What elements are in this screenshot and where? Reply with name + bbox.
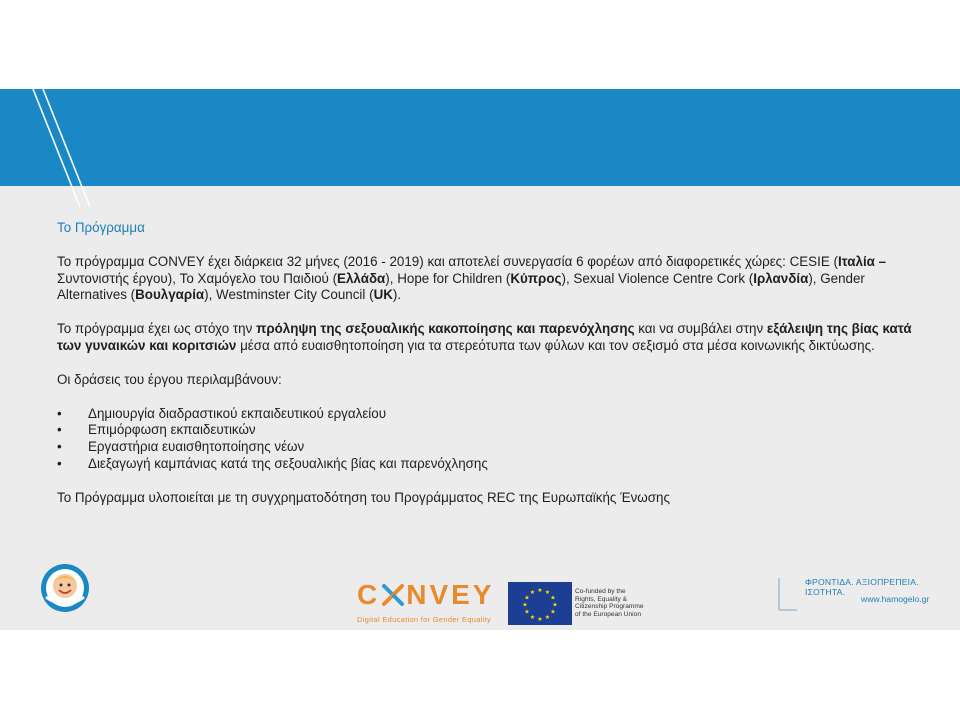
svg-text:★: ★ [552, 601, 558, 609]
actions-list [57, 406, 917, 473]
convey-logo [357, 581, 494, 624]
smile-child-logo [40, 563, 90, 613]
eu-flag-icon [508, 582, 572, 625]
svg-text:★: ★ [529, 614, 536, 621]
list-item: • Δημιουργία διαδραστικού εκπαιδευτικού εργαλείου [57, 405, 387, 421]
svg-text:★: ★ [544, 614, 551, 621]
divider-lines [777, 576, 799, 612]
slide [0, 89, 960, 630]
bullet-icon: • [57, 405, 62, 421]
svg-text:★: ★ [544, 589, 551, 596]
slide-heading: Το Πρόγραμμα [57, 220, 145, 235]
convey-title: C NVEY [357, 579, 495, 610]
svg-text:★: ★ [550, 594, 556, 602]
svg-text:★: ★ [537, 587, 543, 594]
convey-x-icon [381, 583, 405, 607]
decorative-lines [0, 89, 120, 219]
funding-note: Το Πρόγραμμα υλοποιείται με τη συγχρηματοδότηση του Προγράμματος REC της Ευρωπαϊκής Ένωσης [57, 489, 670, 505]
svg-text:★: ★ [550, 608, 556, 616]
list-item: • Εργαστήρια ευαισθητοποίησης νέων [57, 439, 305, 455]
list-item: • Επιμόρφωση εκπαιδευτικών [57, 422, 256, 438]
svg-text:★: ★ [537, 616, 543, 623]
slide-content [57, 220, 917, 507]
intro-paragraph: Το πρόγραμμα CONVEY έχει διάρκεια 32 μήνες (2016 - 2019) και αποτελεί συνεργασία 6 φορέων από διαφορετικές χώρες: CESIE (Ιταλία – Συντονιστής έργου), Το Χαμόγελο του Παιδιού (Ελλάδα), Hope for Children (Κύπρος), Sexual Violence Centre Cork (Ιρλανδία), Gender Alternatives (Βουλγαρία), Westminster City Council (UK). [57, 253, 887, 303]
bullet-icon: • [57, 439, 62, 455]
motto: ΦΡΟΝΤΙΔΑ. ΑΞΙΟΠΡΕΠΕΙΑ. ΙΣΟΤΗΤΑ. [805, 577, 919, 597]
svg-text:★: ★ [529, 589, 536, 596]
eu-cofunding-text: Co-funded by the Rights, Equality & Citizenship Programme of the European Union [575, 588, 644, 618]
convey-tagline: Digital Education for Gender Equality [357, 615, 492, 624]
svg-text:★: ★ [524, 608, 530, 616]
svg-text:★: ★ [522, 601, 528, 609]
bullet-icon: • [57, 455, 62, 471]
list-item: • Διεξαγωγή καμπάνιας κατά της σεξουαλικής βίας και παρενόχλησης [57, 455, 488, 471]
bullet-icon: • [57, 422, 62, 438]
header-band [0, 89, 960, 186]
actions-intro: Οι δράσεις του έργου περιλαμβάνουν: [57, 371, 282, 387]
goal-paragraph: Το πρόγραμμα έχει ως στόχο την πρόληψη της σεξουαλικής κακοποίησης και παρενόχλησης και να συμβάλει στην εξάλειψη της βίας κατά των γυναικών και κοριτσιών μέσα από ευαισθητοποίηση για τα στερεότυπα των φύλων και τον σεξισμό στα μέσα κοινωνικής δικτύωσης. [57, 321, 912, 353]
svg-text:★: ★ [524, 594, 530, 602]
website-link[interactable]: www.hamogelo.gr [861, 594, 930, 604]
